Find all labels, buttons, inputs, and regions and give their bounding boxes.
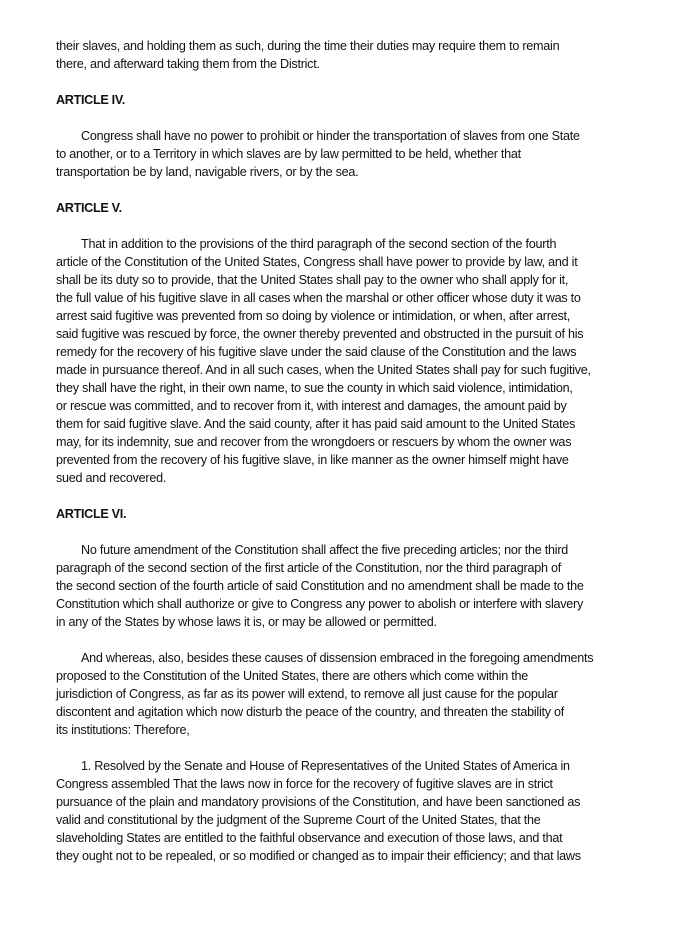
text-line: paragraph of the second section of the first article of the Constitution, nor the third paragraph of bbox=[56, 561, 561, 575]
text-line: discontent and agitation which now disturb the peace of the country, and threaten the stability of bbox=[56, 705, 565, 719]
text-line: the second section of the fourth article of said Constitution and no amendment shall be made to the bbox=[56, 579, 584, 593]
text-line: they ought not to be repealed, or so modified or changed as to impair their efficiency; and that laws bbox=[56, 849, 581, 863]
article-6-heading: ARTICLE VI. bbox=[56, 507, 127, 521]
text-line: No future amendment of the Constitution shall affect the five preceding articles; nor the third bbox=[81, 543, 569, 557]
text-line: article of the Constitution of the United States, Congress shall have power to provide by law, and it bbox=[56, 255, 578, 269]
text-line: sued and recovered. bbox=[56, 471, 167, 485]
resolution-1-paragraph bbox=[56, 757, 656, 865]
text-line: That in addition to the provisions of the third paragraph of the second section of the fourth bbox=[81, 237, 557, 251]
text-line: or rescue was committed, and to recover from it, with interest and damages, the amount paid by bbox=[56, 399, 567, 413]
document-page bbox=[56, 37, 656, 865]
text-line: proposed to the Constitution of the United States, there are others which come within the bbox=[56, 669, 528, 683]
article-6-paragraph bbox=[56, 541, 656, 631]
text-line: its institutions: Therefore, bbox=[56, 723, 190, 737]
text-line: Congress shall have no power to prohibit or hinder the transportation of slaves from one State bbox=[81, 129, 580, 143]
text-line: And whereas, also, besides these causes of dissension embraced in the foregoing amendments bbox=[81, 651, 594, 665]
text-line: prevented from the recovery of his fugitive slave, in like manner as the owner himself might have bbox=[56, 453, 569, 467]
text-line: pursuance of the plain and mandatory provisions of the Constitution, and have been sanctioned as bbox=[56, 795, 581, 809]
text-line: in any of the States by whose laws it is, or may be allowed or permitted. bbox=[56, 615, 437, 629]
article-4-paragraph bbox=[56, 127, 656, 181]
text-line: slaveholding States are entitled to the faithful observance and execution of those laws, and that bbox=[56, 831, 563, 845]
text-line: jurisdiction of Congress, as far as its power will extend, to remove all just cause for the popular bbox=[56, 687, 558, 701]
text-line: their slaves, and holding them as such, during the time their duties may require them to remain bbox=[56, 39, 560, 53]
continuation-paragraph bbox=[56, 37, 656, 73]
article-5-paragraph bbox=[56, 235, 656, 487]
text-line: they shall have the right, in their own name, to sue the county in which said violence, intimidation, bbox=[56, 381, 573, 395]
article-4-heading: ARTICLE IV. bbox=[56, 93, 126, 107]
text-line: 1. Resolved by the Senate and House of Representatives of the United States of America in bbox=[81, 759, 570, 773]
text-line: remedy for the recovery of his fugitive slave under the said clause of the Constitution and the laws bbox=[56, 345, 577, 359]
whereas-paragraph bbox=[56, 649, 656, 739]
text-line: Congress assembled That the laws now in force for the recovery of fugitive slaves are in strict bbox=[56, 777, 553, 791]
text-line: may, for its indemnity, sue and recover from the wrongdoers or rescuers by whom the owner was bbox=[56, 435, 572, 449]
text-line: arrest said fugitive was prevented from so doing by violence or intimidation, or when, after arrest, bbox=[56, 309, 570, 323]
text-line: shall be its duty so to provide, that the United States shall pay to the owner who shall apply for it, bbox=[56, 273, 569, 287]
text-line: to another, or to a Territory in which slaves are by law permitted to be held, whether that bbox=[56, 147, 521, 161]
article-5-heading: ARTICLE V. bbox=[56, 201, 122, 215]
text-line: them for said fugitive slave. And the said county, after it has paid said amount to the United States bbox=[56, 417, 576, 431]
text-line: made in pursuance thereof. And in all such cases, when the United States shall pay for such fugitive, bbox=[56, 363, 591, 377]
text-line: transportation be by land, navigable rivers, or by the sea. bbox=[56, 165, 359, 179]
text-line: said fugitive was rescued by force, the owner thereby prevented and obstructed in the pursuit of his bbox=[56, 327, 584, 341]
text-line: Constitution which shall authorize or give to Congress any power to abolish or interfere with slavery bbox=[56, 597, 584, 611]
text-line: the full value of his fugitive slave in all cases when the marshal or other officer whose duty it was to bbox=[56, 291, 581, 305]
text-line: there, and afterward taking them from the District. bbox=[56, 57, 320, 71]
text-line: valid and constitutional by the judgment of the Supreme Court of the United States, that the bbox=[56, 813, 541, 827]
